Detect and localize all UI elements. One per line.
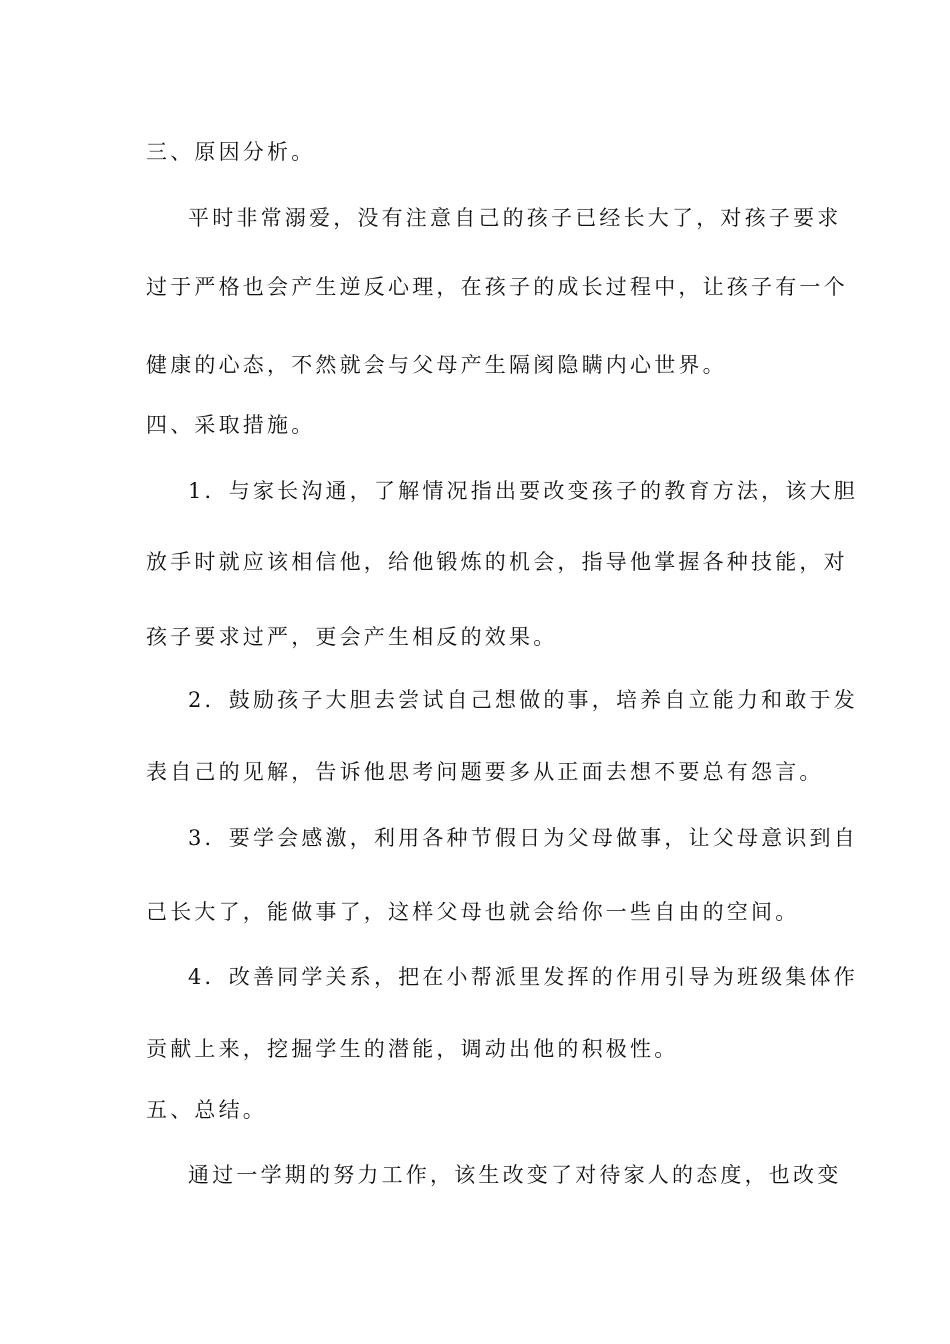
section-heading-summary: 五、总结。 (146, 1098, 267, 1122)
section-heading-measures: 四、采取措施。 (146, 413, 316, 437)
paragraph-line: 平时非常溺爱，没有注意自己的孩子已经长大了，对孩子要求 (188, 206, 842, 230)
list-item-line: 表自己的见解，告诉他思考问题要多从正面去想不要总有怨言。 (146, 760, 824, 784)
list-item-line: 2．鼓励孩子大胆去尝试自己想做的事，培养自立能力和敢于发 (188, 688, 858, 712)
paragraph-line: 通过一学期的努力工作，该生改变了对待家人的态度，也改变 (188, 1163, 842, 1187)
section-heading-cause-analysis: 三、原因分析。 (146, 140, 316, 164)
list-item-line: 放手时就应该相信他，给他锻炼的机会，指导他掌握各种技能，对 (146, 550, 848, 574)
list-item-line: 己长大了，能做事了，这样父母也就会给你一些自由的空间。 (146, 900, 800, 924)
list-item-line: 3．要学会感激，利用各种节假日为父母做事，让父母意识到自 (188, 826, 858, 850)
list-item-line: 贡献上来，挖掘学生的潜能，调动出他的积极性。 (146, 1037, 679, 1061)
list-item-line: 1．与家长沟通，了解情况指出要改变孩子的教育方法，该大胆 (188, 479, 858, 503)
list-item-line: 孩子要求过严，更会产生相反的效果。 (146, 625, 558, 649)
list-item-line: 4．改善同学关系，把在小帮派里发挥的作用引导为班级集体作 (188, 965, 858, 989)
paragraph-line: 健康的心态，不然就会与父母产生隔阂隐瞒内心世界。 (146, 353, 727, 377)
paragraph-line: 过于严格也会产生逆反心理，在孩子的成长过程中，让孩子有一个 (146, 275, 848, 299)
